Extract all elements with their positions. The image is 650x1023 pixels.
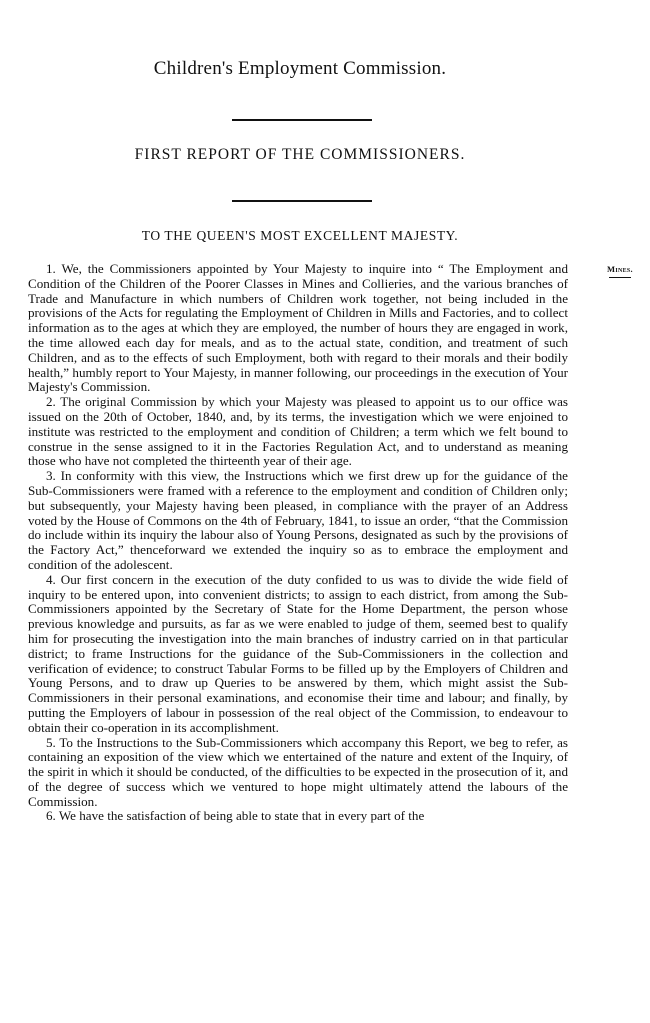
margin-note-rule <box>609 277 631 278</box>
margin-note <box>598 264 642 278</box>
title-rule <box>232 200 372 202</box>
paragraph-3: 3. In conformity with this view, the Instructions which we first drew up for the guidance of the Sub-Commissioners were framed with a reference to the employment and condition of Children only; but subsequently, your Majesty having been pleased, in compliance with the prayer of an Address voted by the House of Commons on the 4th of February, 1841, to issue an order, “that the Commission do include within its inquiry the labour also of Young Persons, designated as such by the provisions of the Factory Act,” thenceforward we extended the inquiry so as to embrace the employment and condition of the adolescent. <box>28 468 568 572</box>
paragraph-5: 5. To the Instructions to the Sub-Commissioners which accompany this Report, we beg to refer, as containing an exposition of the view which we entertained of the nature and extent of the Inquiry, of the spirit in which it should be conducted, of the difficulties to be expected in the prosecution of it, and of the degree of success which we ventured to hope might ultimately attend the labours of the Commission. <box>28 734 568 809</box>
address-heading: TO THE QUEEN'S MOST EXCELLENT MAJESTY. <box>141 228 459 243</box>
page-header: Children's Employment Commission. <box>153 58 447 79</box>
report-title: FIRST REPORT OF THE COMMISSIONERS. <box>134 146 466 163</box>
paragraph-4: 4. Our first concern in the execution of the duty confided to us was to divide the wide field of inquiry to be entered upon, into convenient districts; to assign to each district, from among the Sub-Commissioners appointed by the Secretary of State for the Home Department, the person whose previous knowledge and pursuits, as far as we were enabled to judge of them, seemed best to qualify him for prosecuting the investigation into the main branches of industry carried on in that particular district; to frame Instructions for the guidance of the Sub-Commissioners in the collection and verification of evidence; to construct Tabular Forms to be filled up by the Employers of Children and Young Persons, and to draw up Queries to be answered by them, which might assist the Sub-Commissioners in their personal examinations, and economise their time and labour; and finally, by putting the Employers of labour in possession of the real object of the Commission, to endeavour to obtain their co-operation in its accomplishment. <box>28 571 568 735</box>
paragraph-1: 1. We, the Commissioners appointed by Your Majesty to inquire into “ The Employment and Condition of the Children of the Poorer Classes in Mines and Collieries, and the various branches of Trade and Manufacture in which numbers of Children work together, not being included in the provisions of the Acts for regulating the Employment of Children in Mills and Factories, and to collect information as to the ages at which they are employed, the number of hours they are engaged in work, the time allowed each day for meals, and as to the actual state, condition, and treatment of such Children, and as to the effects of such Employment, both with regard to their morals and their bodily health,” humbly report to Your Majesty, in manner following, our proceedings in the execution of Your Majesty's Commission. <box>28 261 568 395</box>
paragraph-6: 6. We have the satisfaction of being able to state that in every part of the <box>46 808 425 824</box>
paragraph-2: 2. The original Commission by which your Majesty was pleased to appoint us to our office was issued on the 20th of October, 1840, and, by its terms, the investigation which we were enjoined to institute was restricted to the employment and condition of Children; a term which we felt bound to construe in the sense assigned to it in the Factories Regulation Act, and to understand as meaning those who have not completed the thirteenth year of their age. <box>28 394 568 469</box>
margin-note-label: Mines. <box>607 264 633 274</box>
report-body <box>28 262 568 824</box>
header-rule <box>232 119 372 121</box>
